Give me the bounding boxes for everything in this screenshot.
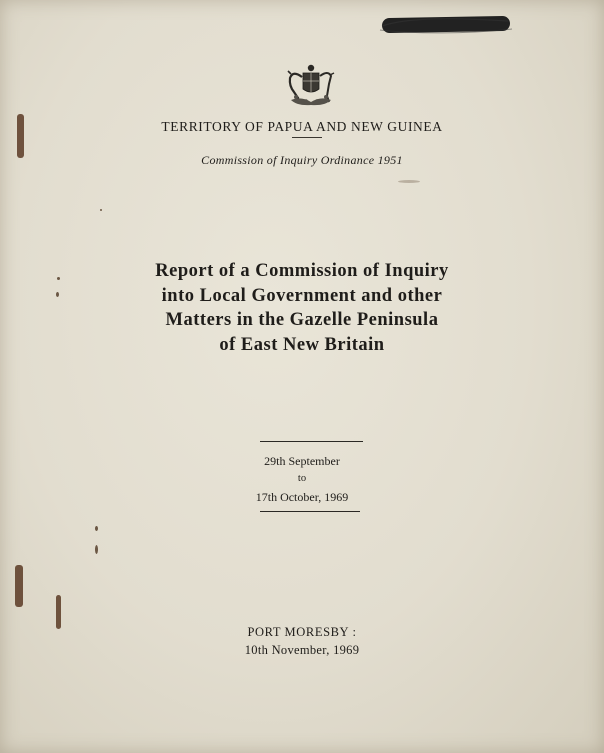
ordinance-subtitle: Commission of Inquiry Ordinance 1951 (201, 153, 403, 167)
title-line: Matters in the Gazelle Peninsula (165, 310, 439, 330)
paper-speck (95, 526, 98, 531)
paper-speck (398, 180, 420, 183)
publication-date: 10th November, 1969 (244, 643, 360, 657)
publication-info (0, 623, 604, 659)
end-date: 17th October, 1969 (255, 490, 349, 504)
staple-rust-mark (15, 565, 23, 607)
date-rule-bottom (260, 511, 360, 512)
coat-of-arms-icon (281, 62, 341, 108)
redaction-scribble (376, 12, 516, 38)
report-title (0, 259, 604, 357)
paper-speck (95, 545, 98, 554)
title-line: into Local Government and other (161, 285, 443, 306)
start-date: 29th September (264, 454, 340, 468)
title-line: of East New Britain (219, 334, 385, 355)
publication-place: PORT MORESBY : (247, 625, 357, 639)
title-line: Report of a Commission of Inquiry (155, 261, 449, 281)
date-rule-top (260, 441, 363, 442)
date-connector: to (297, 473, 307, 484)
territory-heading: TERRITORY OF PAPUA AND NEW GUINEA (161, 119, 443, 134)
inquiry-dates (0, 452, 604, 506)
heading-divider (292, 137, 322, 138)
paper-speck (100, 209, 102, 211)
